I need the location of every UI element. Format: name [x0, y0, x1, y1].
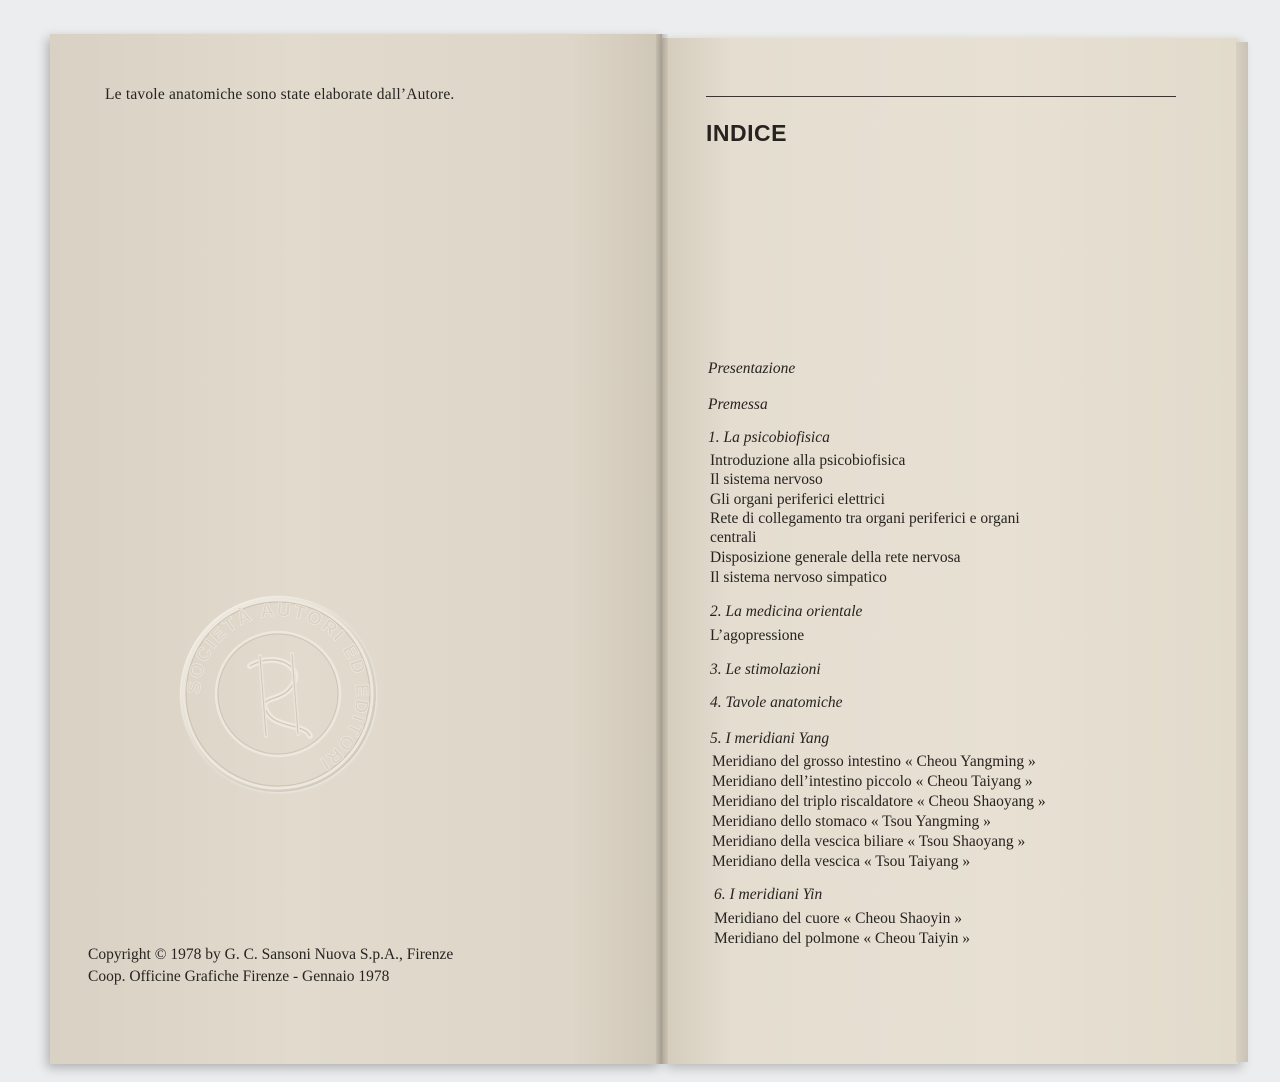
toc-entry-title: Meridiano della vescica biliare « Tsou Shaoyang »: [712, 833, 1026, 850]
index-title: INDICE: [706, 120, 787, 146]
seal-text: SOCIETÀ AUTORI ED EDITORI: [183, 599, 373, 775]
toc-chapter-title: 6. I meridiani Yin: [714, 886, 823, 903]
toc-chapter-title: Premessa: [708, 396, 768, 413]
toc-entry-title: Meridiano del triplo riscaldatore « Cheou Shaoyang »: [712, 793, 1046, 810]
toc-entry-title: Meridiano dello stomaco « Tsou Yangming »: [712, 813, 991, 830]
toc-entry-title: Introduzione alla psicobiofisica: [710, 452, 906, 469]
toc-chapter-title: 5. I meridiani Yang: [710, 730, 830, 747]
toc-entry-title: Meridiano dell’intestino piccolo « Cheou Taiyang »: [712, 773, 1033, 790]
toc-chapter-title: 2. La medicina orientale: [710, 603, 863, 620]
header-rule: [706, 96, 1176, 97]
toc-entry-title: Gli organi periferici elettrici: [710, 491, 885, 508]
toc-chapter-title: 4. Tavole anatomiche: [710, 694, 843, 711]
toc-chapter-title: 3. Le stimolazioni: [710, 661, 821, 678]
toc-entry-title: Il sistema nervoso simpatico: [710, 569, 887, 586]
toc-entry-title: Disposizione generale della rete nervosa: [710, 549, 961, 566]
toc-entry-title: L’agopressione: [710, 627, 805, 644]
toc-entry-title: Rete di collegamento tra organi periferici e organi: [710, 510, 1020, 527]
toc-entry-title: Meridiano del polmone « Cheou Taiyin »: [714, 930, 971, 947]
copyright-notice: [88, 944, 453, 988]
page-edge: [1236, 42, 1248, 1062]
printer-line: Coop. Officine Grafiche Firenze - Gennaio 1978: [88, 968, 390, 985]
toc-entry-title: Meridiano del grosso intestino « Cheou Yangming »: [712, 753, 1036, 770]
toc-entry-title: centrali: [710, 529, 757, 546]
toc-chapter-title: 1. La psicobiofisica: [708, 429, 830, 446]
toc-entry-title: Il sistema nervoso: [710, 471, 823, 488]
embossed-seal-icon: [180, 596, 376, 792]
toc-entry-title: Meridiano del cuore « Cheou Shaoyin »: [714, 910, 962, 927]
book-gutter: [656, 34, 668, 1064]
illustration-credit: Le tavole anatomiche sono state elaborate dall’Autore.: [105, 86, 455, 103]
toc-chapter-title: Presentazione: [708, 360, 796, 377]
toc-entry-title: Meridiano della vescica « Tsou Taiyang »: [712, 853, 971, 870]
copyright-line: Copyright © 1978 by G. C. Sansoni Nuova S.p.A., Firenze: [88, 946, 454, 963]
left-page: [50, 34, 662, 1064]
